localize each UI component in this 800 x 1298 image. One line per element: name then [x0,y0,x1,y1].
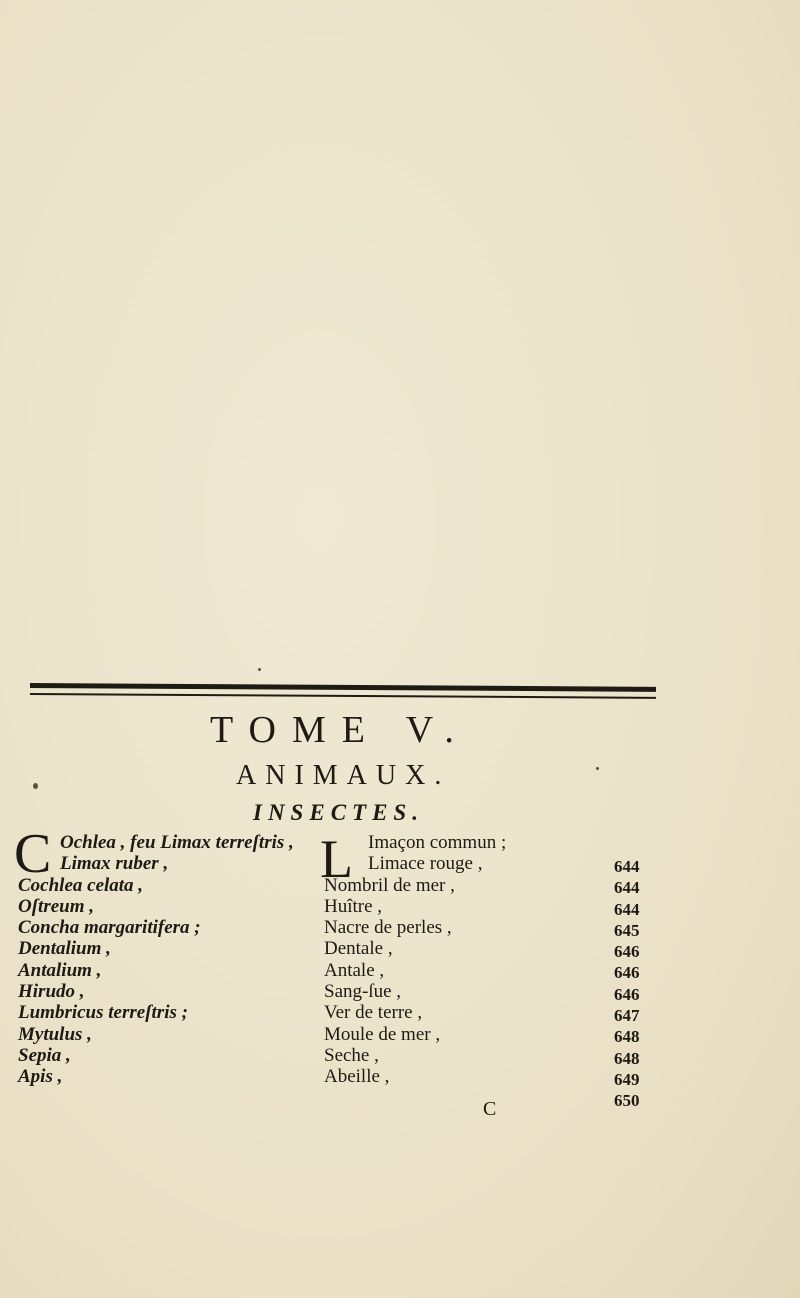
french-names-column [324,832,534,1088]
ink-spot [596,767,599,770]
french-entry: Nombril de mer , [324,874,455,896]
drop-cap-french: L [320,829,353,889]
french-entry: Nacre de perles , [324,917,452,939]
french-entry: Dentale , [324,938,393,960]
tome-title: TOME V. [210,709,470,751]
french-entry: Limace rouge , [368,853,483,875]
latin-entry: Oſtreum , [18,895,94,917]
page-number: 646 [614,984,640,1004]
page-numbers-column [614,856,674,1112]
latin-entry: Cochlea celata , [18,874,144,896]
latin-entry: Lumbricus terreſtris ; [18,1002,188,1024]
page-number: 650 [614,1091,640,1111]
french-entry: Abeille , [324,1066,390,1088]
drop-cap-latin: C [14,823,52,885]
ink-spot [33,783,38,789]
header-rule-thick [30,683,656,692]
latin-entry: Sepia , [18,1044,71,1066]
subsection-title: INSECTES. [253,800,424,825]
page-number: 648 [614,1027,640,1047]
french-entry: Huître , [324,895,383,917]
latin-entry: Mytulus , [18,1023,92,1045]
page-number: 645 [614,920,640,940]
latin-entry: Hirudo , [18,981,85,1003]
section-title: ANIMAUX. [236,760,451,791]
latin-entry: Concha margaritifera ; [18,917,201,939]
french-entry: Antale , [324,959,385,981]
page-number: 646 [614,942,640,962]
ink-spot [258,668,261,671]
page-number: 649 [614,1069,640,1089]
page-number: 646 [614,963,640,983]
french-entry: Sang-ſue , [324,981,402,1003]
french-entry: Moule de mer , [324,1023,441,1045]
french-entry: Imaçon commun ; [368,832,507,853]
page-number: 647 [614,1006,640,1026]
catchword: C [483,1098,497,1120]
latin-entry: Apis , [18,1066,63,1088]
latin-entry: Limax ruber , [60,853,169,875]
page-number: 644 [614,899,640,919]
header-rule-thin [30,693,656,699]
page-number: 644 [614,878,640,898]
french-entry: Seche , [324,1044,379,1066]
latin-entry: Dentalium , [18,938,111,960]
latin-entry: Antalium , [18,959,102,981]
page-number: 644 [614,857,640,876]
latin-entry: Ochlea , feu Limax terreſtris , [60,832,294,853]
french-entry: Ver de terre , [324,1002,423,1024]
latin-names-column [18,832,318,1088]
page-number: 648 [614,1048,640,1068]
